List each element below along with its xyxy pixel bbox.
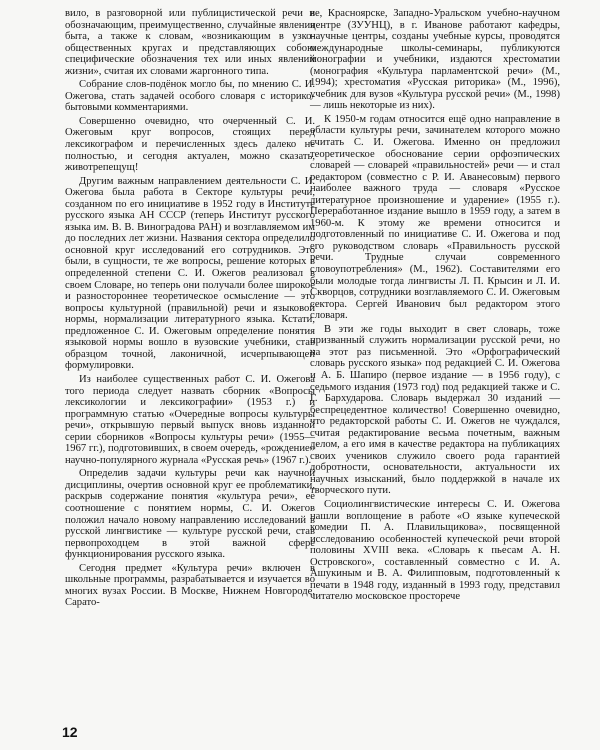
paragraph: Социолингвистические интересы С. И. Ожегова нашли воплощение в работе «О языке купеческой комедии П. А. Плавильщикова», посвященной исследованию особенностей купеческой речи второй половины XVIII века. «Словарь к пьесам А. Н. Островского», составленный совместно с И. А. Ашукиным и В. А. Филипповым, подготовленный к печати в 1948 году, изданный в 1993 году, представил читателю московское просторече (310, 498, 560, 603)
paragraph: Собрание слов-подёнок могло бы, по мнению С. И. Ожегова, стать задачей особого словаря с историко-бытовыми комментариями. (65, 79, 315, 114)
paragraph: Другим важным направлением деятельности С. И. Ожегова была работа в Секторе культуры речи, созданном по его инициативе в 1952 году в Институте русского языка АН СССР (теперь Институт русского языка им. В. В. Виноградова РАН) и возглавляемом им до последних лет жизни. Названия сектора определило основной круг исследований его сотрудников. Это были, в сущности, те же вопросы, решение которых в определенной степени С. И. Ожегов реализовал в своем Словаре, но теперь они получали более широкое и разностороннее теоретическое осмысление — это вопросы культурной (правильной) речи и языковой нормы, нормализации литературного языка. Кстати, предложенное С. И. Ожеговым определение понятия языковой нормы вошло в вузовские учебники, став образцом точной, лаконичной, исчерпывающей формулировки. (65, 175, 315, 372)
text-column-right (310, 8, 560, 605)
paragraph: К 1950-м годам относится ещё одно направление в области культуры речи, зачинателем которого можно считать С. И. Ожегова. Именно он предложил теоретическое обоснование серии орфоэпических словарей — словарей «правильностей» речи — и стал редактором (совместно с Р. И. Аванесовым) первого наиболее важного труда — словаря «Русское литературное произношение и ударение» (1955 г.). Переработанное издание вышло в 1959 году, а затем в 1960-м. К этому же времени относится и подготовленный по инициативе С. И. Ожегова и под его руководством словарь «Правильность русской речи. Трудные случаи современного словоупотребления» (М., 1962). Составителями его были молодые тогда лингвисты Л. П. Крысин и Л. И. Скворцов, сотрудники возглавляемого С. И. Ожеговым сектора. Сергей Иванович был редактором этого словаря. (310, 113, 560, 322)
paragraph: Определив задачи культуры речи как научной дисциплины, очертив основной круг ее проблематики, раскрыв содержание понятия «культура речи», ее соотношение с понятием нормы, С. И. Ожегов положил начало новому направлению исследований в русской лингвистике — культуре русской речи, став первопроходцем в этой важной сфере функционирования русского языка. (65, 468, 315, 561)
paragraph: вило, в разговорной или публицистической речи и обозначающим, преимущественно, случайные явления быта, а также к словам, «возникающим в узко-общественных кругах и представляющих собою специфические обозначения тех или иных явлений жизни», считая их словами жаргонного типа. (65, 8, 315, 77)
paragraph: Из наиболее существенных работ С. И. Ожегова того периода следует назвать сборник «Вопросы лексикологии и лексикографии» (1953 г.) и программную статью «Очередные вопросы культуры речи», открывшую первый выпуск вновь изданной серии сборников «Вопросы культуры речи» (1955—1967 гг.), подготовивших, в своем очередь, «рождение» научно-популярного журнала «Русская речь» (1967 г.). (65, 373, 315, 466)
paragraph: В эти же годы выходит в свет словарь, тоже призванный служить нормализации русской речи, но на этот раз письменной. Это «Орфографический словарь русского языка» под редакцией С. И. Ожегова и А. Б. Шапиро (первое издание — в 1956 году), с седьмого издания (1973 год) под редакцией также и С. Г. Бархударова. Словарь выдержал 30 изданий — беспрецедентное количество! Совершенно очевидно, что редакторской работы С. И. Ожегов не чуждался, считая редактирование весьма почетным, важным делом, а его имя в качестве редактора на публикациях своих учеников служило своего рода гарантией добротности, основательности, актуальности их научных изысканий, было поддержкой в начале их творческого пути. (310, 323, 560, 497)
page-number: 12 (62, 724, 78, 740)
paragraph: ве, Красноярске, Западно-Уральском учебно-научном центре (ЗУУНЦ), в г. Иванове работают кафедры, научные центры, созданы учебные курсы, проводятся международные школы-семинары, публикуются монографии и учебники, издаются хрестоматии (монография «Культура парламентской речи» (М., 1994); хрестоматия «Русская риторика» (М., 1996), учебник для вузов «Культура русской речи» (М., 1998) — лишь некоторые из них). (310, 8, 560, 112)
paragraph: Совершенно очевидно, что очерченный С. И. Ожеговым круг вопросов, стоящих перед лексикографом и перечисленных здесь далеко не полностью, и сегодня актуален, можно сказать, животрепещущ! (65, 115, 315, 174)
text-column-left (65, 8, 315, 611)
paragraph: Сегодня предмет «Культура речи» включен в школьные программы, разрабатывается и изучается во многих вузах России. В Москве, Нижнем Новгороде, Сарато- (65, 562, 315, 609)
